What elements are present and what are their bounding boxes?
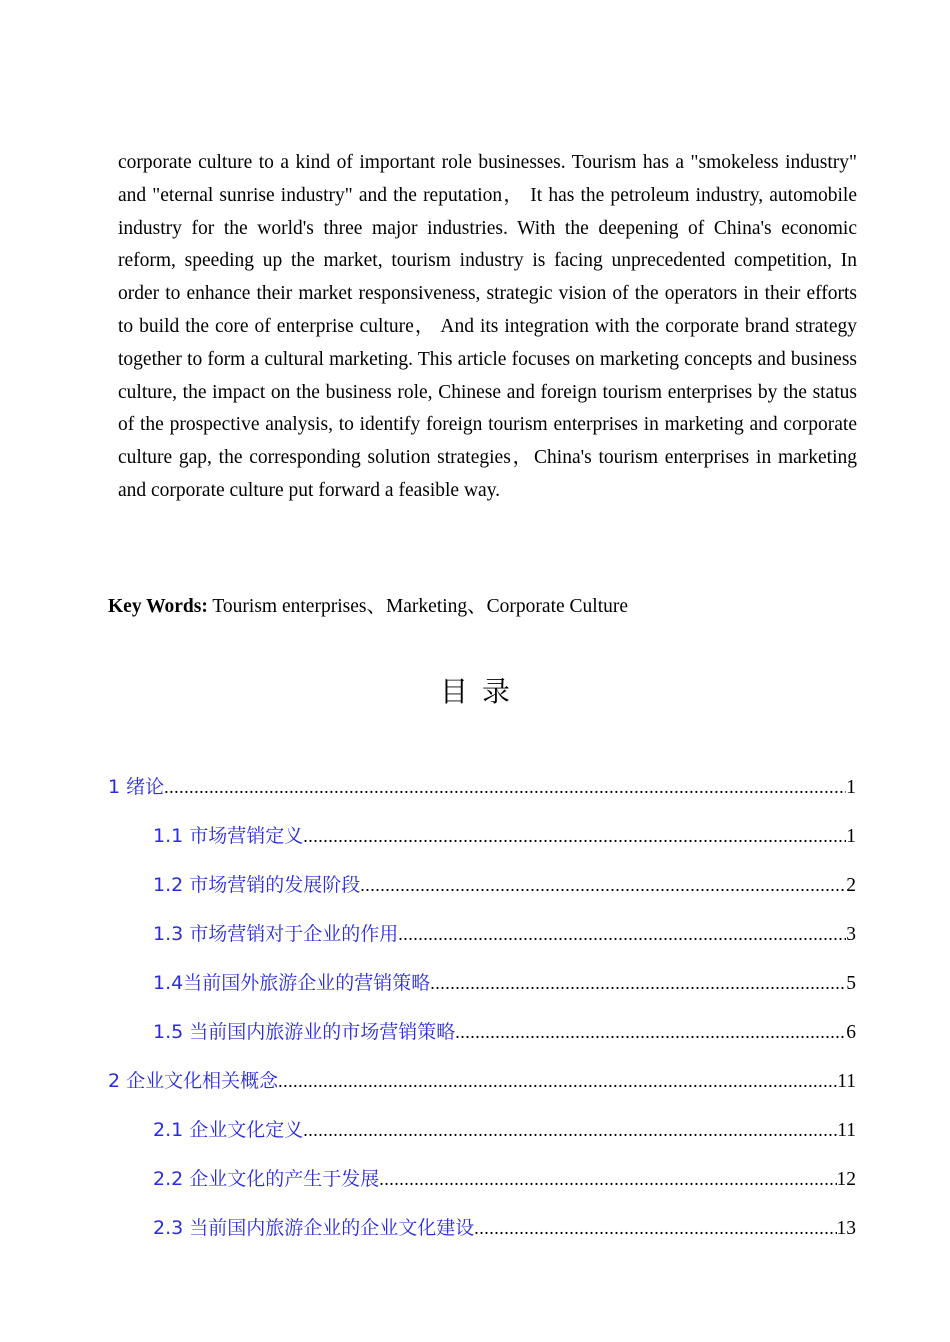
toc-entry-page: 6: [846, 1022, 856, 1043]
toc-leader-dots: [398, 918, 846, 950]
toc-entry-page: 3: [846, 924, 856, 945]
toc-entry[interactable]: [108, 1065, 856, 1097]
toc-leader-dots: [474, 1212, 836, 1244]
toc-leader-dots: [303, 820, 846, 852]
toc-entry-page: 1: [846, 826, 856, 847]
toc-entry[interactable]: [153, 1163, 856, 1195]
toc-entry[interactable]: [153, 967, 856, 999]
toc-entry-label: 1.2 市场营销的发展阶段: [153, 874, 361, 896]
toc-leader-dots: [430, 967, 846, 999]
toc-entry-label: 2.1 企业文化定义: [153, 1119, 304, 1141]
toc-entry-page: 5: [846, 973, 856, 994]
toc-entry-label: 1.3 市场营销对于企业的作用: [153, 923, 399, 945]
keywords-value: Tourism enterprises、Marketing、Corporate Culture: [207, 596, 629, 617]
toc-entry-page: 1: [846, 777, 856, 798]
toc-entry[interactable]: [108, 771, 856, 803]
keywords-line: [108, 591, 868, 623]
toc-entry-page: 11: [837, 1120, 856, 1141]
toc-entry[interactable]: [153, 869, 856, 901]
toc-title: 目录: [439, 675, 524, 708]
toc-entry[interactable]: [153, 918, 856, 950]
toc-leader-dots: [455, 1016, 846, 1048]
toc-entry[interactable]: [153, 1114, 856, 1146]
toc-entry-page: 12: [836, 1169, 856, 1190]
toc-leader-dots: [278, 1065, 837, 1097]
abstract-paragraph: corporate culture to a kind of important role businesses. Tourism has a "smokeless industry" and "eternal sunrise industry" and the reputation， It has the petroleum industry, automobile industry for the world's three major industries. With the deepening of China's economic reform, speeding up the market, tourism industry is facing unprecedented competition, In order to enhance their market responsiveness, strategic vision of the operators in their efforts to build the core of enterprise culture， And its integration with the corporate brand strategy together to form a cultural marketing. This article focuses on marketing concepts and business culture, the impact on the business role, Chinese and foreign tourism enterprises by the status of the prospective analysis, to identify foreign tourism enterprises in marketing and corporate culture gap, the corresponding solution strategies，China's tourism enterprises in marketing and corporate culture put forward a feasible way.: [118, 152, 857, 501]
toc-entry-label: 1.4当前国外旅游企业的营销策略: [153, 972, 431, 994]
toc-leader-dots: [303, 1114, 837, 1146]
toc-entry[interactable]: [153, 1016, 856, 1048]
toc-entry-page: 13: [836, 1218, 856, 1239]
toc-entry-label: 1 绪论: [108, 776, 165, 798]
toc-entry-label: 2.3 当前国内旅游企业的企业文化建设: [153, 1217, 475, 1239]
toc-leader-dots: [164, 771, 846, 803]
toc-entry-label: 2.2 企业文化的产生于发展: [153, 1168, 380, 1190]
toc-entry[interactable]: [153, 1212, 856, 1244]
toc-entry-page: 2: [846, 875, 856, 896]
toc-leader-dots: [379, 1163, 836, 1195]
toc-entry[interactable]: [153, 820, 856, 852]
toc-entry-label: 2 企业文化相关概念: [108, 1070, 279, 1092]
toc-entry-label: 1.1 市场营销定义: [153, 825, 304, 847]
toc-entry-label: 1.5 当前国内旅游业的市场营销策略: [153, 1021, 456, 1043]
keywords-label: Key Words:: [108, 596, 208, 617]
toc-leader-dots: [360, 869, 846, 901]
toc-entry-page: 11: [837, 1071, 856, 1092]
